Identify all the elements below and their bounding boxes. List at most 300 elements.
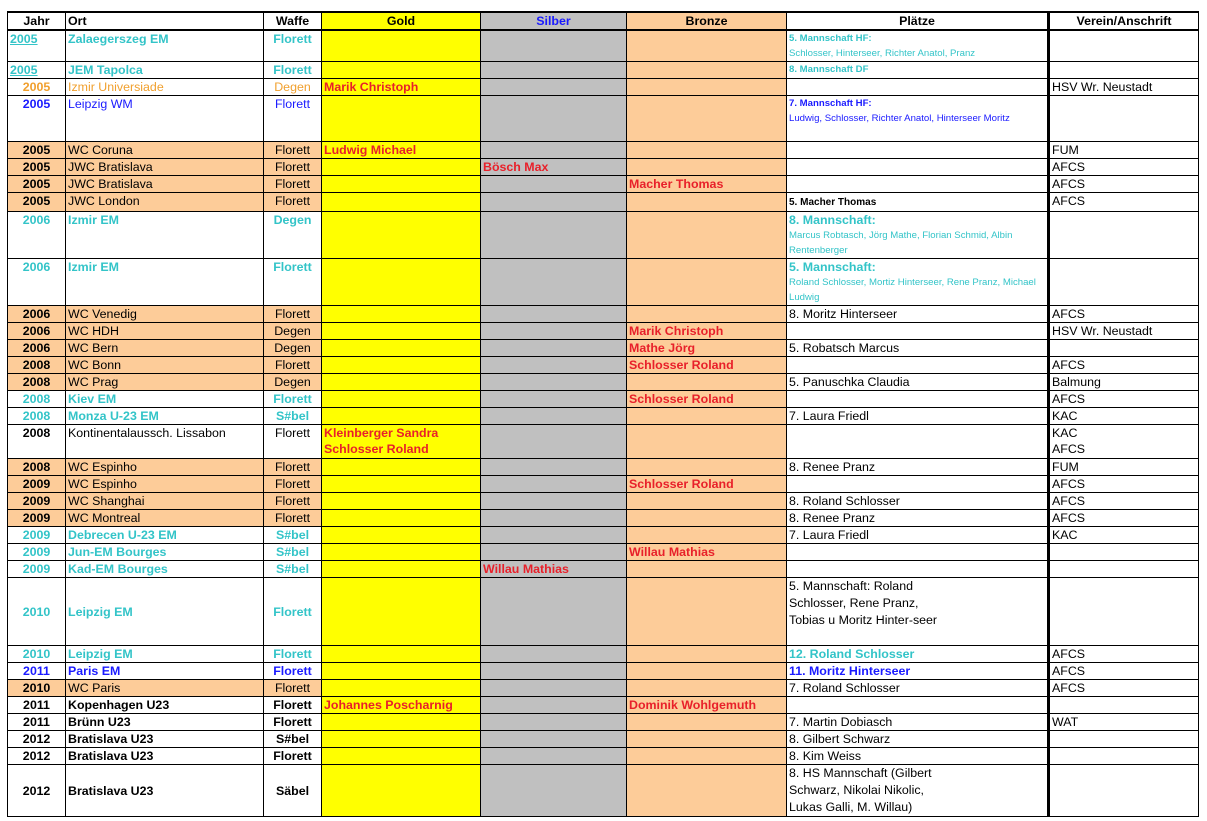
table-row <box>8 425 1199 459</box>
cell-silber <box>481 663 627 680</box>
cell-jahr: 2005 <box>8 142 66 159</box>
table-row <box>8 578 1199 646</box>
plaetze-text: 7. Roland Schlosser <box>789 681 900 695</box>
cell-bronze <box>627 408 787 425</box>
cell-ort: Izmir EM <box>66 259 264 306</box>
cell-silber <box>481 306 627 323</box>
cell-gold: Johannes Poscharnig <box>322 697 481 714</box>
cell-bronze <box>627 748 787 765</box>
cell-gold <box>322 544 481 561</box>
cell-ort: Kiev EM <box>66 391 264 408</box>
cell-verein: KAC <box>1049 527 1199 544</box>
cell-ort: WC Coruna <box>66 142 264 159</box>
cell-plaetze <box>787 96 1049 142</box>
cell-plaetze <box>787 357 1049 374</box>
cell-ort: Kontinentalaussch. Lissabon <box>66 425 264 459</box>
table-row <box>8 544 1199 561</box>
cell-bronze <box>627 30 787 62</box>
cell-verein <box>1049 578 1199 646</box>
cell-silber: Willau Mathias <box>481 561 627 578</box>
table-row <box>8 306 1199 323</box>
cell-gold <box>322 212 481 259</box>
cell-gold <box>322 680 481 697</box>
cell-jahr: 2009 <box>8 544 66 561</box>
cell-jahr: 2011 <box>8 714 66 731</box>
cell-ort: Izmir Universiade <box>66 79 264 96</box>
cell-gold <box>322 408 481 425</box>
cell-verein: KAC AFCS <box>1049 425 1199 459</box>
plaetze-heading: 5. Mannschaft: <box>789 260 876 274</box>
cell-gold: Kleinberger Sandra Schlosser Roland <box>322 425 481 459</box>
cell-plaetze <box>787 493 1049 510</box>
cell-ort: Izmir EM <box>66 212 264 259</box>
cell-silber <box>481 680 627 697</box>
cell-waffe: S#bel <box>264 544 322 561</box>
cell-gold <box>322 374 481 391</box>
plaetze-text: 8. Renee Pranz <box>789 460 876 474</box>
cell-jahr: 2012 <box>8 731 66 748</box>
cell-waffe: Florett <box>264 259 322 306</box>
cell-verein: FUM <box>1049 459 1199 476</box>
cell-bronze <box>627 193 787 212</box>
cell-bronze: Schlosser Roland <box>627 357 787 374</box>
results-table <box>7 11 1199 817</box>
cell-ort: Leipzig EM <box>66 578 264 646</box>
cell-jahr: 2010 <box>8 680 66 697</box>
table-row <box>8 391 1199 408</box>
cell-gold: Ludwig Michael <box>322 142 481 159</box>
cell-ort: JWC Bratislava <box>66 176 264 193</box>
cell-waffe: S#bel <box>264 731 322 748</box>
cell-gold <box>322 510 481 527</box>
cell-silber <box>481 476 627 493</box>
table-row <box>8 748 1199 765</box>
cell-waffe: Florett <box>264 62 322 79</box>
cell-waffe: Säbel <box>264 765 322 817</box>
cell-silber <box>481 142 627 159</box>
table-row <box>8 459 1199 476</box>
cell-silber <box>481 176 627 193</box>
cell-verein <box>1049 731 1199 748</box>
cell-jahr: 2005 <box>8 159 66 176</box>
table-row <box>8 96 1199 142</box>
cell-verein: AFCS <box>1049 391 1199 408</box>
table-row <box>8 176 1199 193</box>
cell-gold <box>322 159 481 176</box>
cell-ort: JWC London <box>66 193 264 212</box>
cell-waffe: Florett <box>264 193 322 212</box>
cell-ort: Jun-EM Bourges <box>66 544 264 561</box>
cell-silber <box>481 96 627 142</box>
table-row <box>8 340 1199 357</box>
cell-silber <box>481 527 627 544</box>
header-ort: Ort <box>66 12 264 30</box>
cell-verein: FUM <box>1049 142 1199 159</box>
cell-verein: AFCS <box>1049 476 1199 493</box>
plaetze-text: 12. Roland Schlosser <box>789 647 915 661</box>
cell-gold <box>322 96 481 142</box>
cell-ort: Paris EM <box>66 663 264 680</box>
cell-waffe: Florett <box>264 493 322 510</box>
cell-bronze <box>627 306 787 323</box>
cell-ort: WC Bern <box>66 340 264 357</box>
cell-waffe: Florett <box>264 459 322 476</box>
cell-verein: HSV Wr. Neustadt <box>1049 79 1199 96</box>
cell-ort: WC Venedig <box>66 306 264 323</box>
cell-gold <box>322 306 481 323</box>
cell-bronze <box>627 510 787 527</box>
cell-jahr: 2012 <box>8 748 66 765</box>
year-link[interactable]: 2005 <box>10 63 38 77</box>
cell-waffe: Degen <box>264 340 322 357</box>
cell-ort: Zalaegerszeg EM <box>66 30 264 62</box>
table-row <box>8 510 1199 527</box>
table-row <box>8 527 1199 544</box>
cell-verein <box>1049 259 1199 306</box>
cell-plaetze <box>787 425 1049 459</box>
plaetze-detail: Roland Schlosser, Mortiz Hinterseer, Rene Pranz, Michael Ludwig <box>789 277 1036 303</box>
cell-gold <box>322 62 481 79</box>
plaetze-text: 8. Roland Schlosser <box>789 494 900 508</box>
cell-gold <box>322 663 481 680</box>
cell-jahr: 2008 <box>8 391 66 408</box>
cell-jahr: 2006 <box>8 340 66 357</box>
cell-plaetze <box>787 323 1049 340</box>
cell-verein <box>1049 748 1199 765</box>
table-row <box>8 646 1199 663</box>
cell-verein <box>1049 561 1199 578</box>
cell-plaetze <box>787 663 1049 680</box>
cell-verein <box>1049 697 1199 714</box>
cell-waffe: Florett <box>264 748 322 765</box>
cell-jahr: 2008 <box>8 374 66 391</box>
cell-bronze <box>627 259 787 306</box>
cell-gold <box>322 646 481 663</box>
cell-bronze: Willau Mathias <box>627 544 787 561</box>
cell-gold <box>322 714 481 731</box>
cell-gold <box>322 323 481 340</box>
results-body <box>8 30 1199 817</box>
cell-gold <box>322 459 481 476</box>
cell-gold <box>322 493 481 510</box>
cell-ort: Bratislava U23 <box>66 731 264 748</box>
cell-gold <box>322 193 481 212</box>
cell-verein: AFCS <box>1049 510 1199 527</box>
cell-bronze <box>627 142 787 159</box>
cell-gold <box>322 340 481 357</box>
cell-jahr: 2005 <box>8 79 66 96</box>
cell-bronze <box>627 159 787 176</box>
table-row <box>8 79 1199 96</box>
cell-silber <box>481 391 627 408</box>
header-row <box>8 12 1199 30</box>
cell-jahr: 2008 <box>8 459 66 476</box>
cell-jahr: 2010 <box>8 646 66 663</box>
cell-silber <box>481 697 627 714</box>
cell-bronze <box>627 578 787 646</box>
plaetze-text: 5. Robatsch Marcus <box>789 341 900 355</box>
cell-verein <box>1049 96 1199 142</box>
plaetze-text: 5. Mannschaft: Roland Schlosser, Rene Pranz, Tobias u Moritz Hinter-seer <box>789 579 938 627</box>
table-row <box>8 697 1199 714</box>
cell-bronze <box>627 374 787 391</box>
cell-jahr: 2009 <box>8 493 66 510</box>
cell-plaetze <box>787 79 1049 96</box>
cell-silber <box>481 30 627 62</box>
cell-bronze: Schlosser Roland <box>627 391 787 408</box>
cell-plaetze <box>787 646 1049 663</box>
cell-bronze <box>627 96 787 142</box>
cell-plaetze <box>787 374 1049 391</box>
cell-silber <box>481 714 627 731</box>
cell-waffe: Degen <box>264 212 322 259</box>
cell-waffe: Florett <box>264 680 322 697</box>
table-row <box>8 493 1199 510</box>
table-row <box>8 731 1199 748</box>
cell-gold: Marik Christoph <box>322 79 481 96</box>
cell-plaetze <box>787 748 1049 765</box>
cell-plaetze <box>787 561 1049 578</box>
cell-jahr: 2005 <box>8 176 66 193</box>
table-row <box>8 663 1199 680</box>
cell-plaetze <box>787 697 1049 714</box>
plaetze-text: 7. Laura Friedl <box>789 409 869 423</box>
table-row <box>8 159 1199 176</box>
cell-waffe: Florett <box>264 476 322 493</box>
plaetze-text: 5. Panuschka Claudia <box>789 375 910 389</box>
cell-jahr: 2006 <box>8 259 66 306</box>
cell-verein <box>1049 340 1199 357</box>
cell-ort: Leipzig EM <box>66 646 264 663</box>
cell-silber <box>481 425 627 459</box>
cell-bronze: Dominik Wohlgemuth <box>627 697 787 714</box>
table-row <box>8 714 1199 731</box>
cell-plaetze <box>787 259 1049 306</box>
year-link[interactable]: 2005 <box>10 32 38 46</box>
cell-silber <box>481 748 627 765</box>
cell-bronze <box>627 62 787 79</box>
cell-plaetze <box>787 408 1049 425</box>
cell-waffe: Degen <box>264 374 322 391</box>
cell-silber <box>481 340 627 357</box>
plaetze-heading: 7. Mannschaft HF: <box>789 98 872 109</box>
cell-verein: AFCS <box>1049 306 1199 323</box>
cell-bronze <box>627 79 787 96</box>
cell-jahr: 2008 <box>8 408 66 425</box>
cell-silber <box>481 493 627 510</box>
cell-gold <box>322 731 481 748</box>
table-row <box>8 374 1199 391</box>
cell-gold <box>322 30 481 62</box>
table-row <box>8 408 1199 425</box>
cell-gold <box>322 561 481 578</box>
table-row <box>8 680 1199 697</box>
cell-silber <box>481 212 627 259</box>
cell-ort: WC Espinho <box>66 476 264 493</box>
cell-waffe: Florett <box>264 96 322 142</box>
header-waffe: Waffe <box>264 12 322 30</box>
cell-plaetze <box>787 306 1049 323</box>
cell-silber <box>481 259 627 306</box>
cell-ort: Bratislava U23 <box>66 765 264 817</box>
cell-ort: Leipzig WM <box>66 96 264 142</box>
cell-plaetze <box>787 578 1049 646</box>
cell-gold <box>322 176 481 193</box>
cell-plaetze <box>787 212 1049 259</box>
cell-bronze <box>627 459 787 476</box>
cell-ort: WC Bonn <box>66 357 264 374</box>
cell-verein: AFCS <box>1049 176 1199 193</box>
cell-waffe: Florett <box>264 663 322 680</box>
cell-verein <box>1049 765 1199 817</box>
plaetze-text: 8. Moritz Hinterseer <box>789 307 898 321</box>
cell-silber <box>481 357 627 374</box>
cell-silber <box>481 459 627 476</box>
cell-bronze <box>627 765 787 817</box>
cell-verein: AFCS <box>1049 680 1199 697</box>
cell-waffe: Florett <box>264 30 322 62</box>
cell-bronze <box>627 663 787 680</box>
cell-plaetze <box>787 62 1049 79</box>
cell-ort: WC Shanghai <box>66 493 264 510</box>
plaetze-detail: Marcus Robtasch, Jörg Mathe, Florian Schmid, Albin Rentenberger <box>789 230 1013 256</box>
cell-plaetze <box>787 476 1049 493</box>
cell-ort: Kad-EM Bourges <box>66 561 264 578</box>
cell-jahr: 2009 <box>8 476 66 493</box>
table-row <box>8 212 1199 259</box>
cell-jahr: 2005 <box>8 193 66 212</box>
cell-silber <box>481 544 627 561</box>
plaetze-detail: Ludwig, Schlosser, Richter Anatol, Hinterseer Moritz <box>789 113 1010 124</box>
cell-silber <box>481 374 627 391</box>
cell-waffe: Florett <box>264 697 322 714</box>
cell-jahr: 2006 <box>8 212 66 259</box>
cell-waffe: Florett <box>264 578 322 646</box>
cell-plaetze <box>787 544 1049 561</box>
cell-bronze <box>627 731 787 748</box>
cell-waffe: S#bel <box>264 527 322 544</box>
cell-waffe: Florett <box>264 425 322 459</box>
cell-verein: AFCS <box>1049 193 1199 212</box>
plaetze-text: 8. Kim Weiss <box>789 749 862 763</box>
cell-verein <box>1049 212 1199 259</box>
plaetze-detail: Schlosser, Hinterseer, Richter Anatol, Pranz <box>789 48 976 59</box>
cell-jahr: 2010 <box>8 578 66 646</box>
cell-jahr <box>8 62 66 79</box>
cell-verein: KAC <box>1049 408 1199 425</box>
header-verein: Verein/Anschrift <box>1049 12 1199 30</box>
cell-waffe: S#bel <box>264 561 322 578</box>
plaetze-text: 8. HS Mannschaft (Gilbert Schwarz, Nikolai Nikolic, Lukas Galli, M. Willau) <box>789 766 932 814</box>
cell-bronze <box>627 527 787 544</box>
cell-verein: Balmung <box>1049 374 1199 391</box>
cell-silber <box>481 510 627 527</box>
cell-jahr: 2012 <box>8 765 66 817</box>
cell-verein: AFCS <box>1049 646 1199 663</box>
cell-gold <box>322 578 481 646</box>
cell-jahr: 2006 <box>8 323 66 340</box>
table-row <box>8 142 1199 159</box>
cell-verein <box>1049 544 1199 561</box>
cell-waffe: Florett <box>264 714 322 731</box>
cell-plaetze <box>787 340 1049 357</box>
cell-waffe: Florett <box>264 176 322 193</box>
cell-ort: WC Prag <box>66 374 264 391</box>
cell-plaetze <box>787 142 1049 159</box>
cell-bronze <box>627 493 787 510</box>
cell-silber: Bösch Max <box>481 159 627 176</box>
table-row <box>8 30 1199 62</box>
header-gold: Gold <box>322 12 481 30</box>
cell-plaetze <box>787 510 1049 527</box>
cell-ort: JEM Tapolca <box>66 62 264 79</box>
cell-ort: WC Montreal <box>66 510 264 527</box>
plaetze-text: 7. Laura Friedl <box>789 528 869 542</box>
cell-ort: Monza U-23 EM <box>66 408 264 425</box>
cell-gold <box>322 527 481 544</box>
cell-jahr: 2009 <box>8 561 66 578</box>
cell-jahr: 2008 <box>8 425 66 459</box>
plaetze-text: 7. Martin Dobiasch <box>789 715 893 729</box>
plaetze-heading: 8. Mannschaft DF <box>789 64 869 75</box>
table-row <box>8 765 1199 817</box>
cell-verein: AFCS <box>1049 357 1199 374</box>
cell-jahr: 2011 <box>8 663 66 680</box>
plaetze-heading: 5. Mannschaft HF: <box>789 33 872 44</box>
header-silber: Silber <box>481 12 627 30</box>
cell-gold <box>322 765 481 817</box>
cell-bronze <box>627 425 787 459</box>
cell-bronze <box>627 561 787 578</box>
cell-waffe: Florett <box>264 306 322 323</box>
cell-plaetze <box>787 765 1049 817</box>
plaetze-heading: 8. Mannschaft: <box>789 213 876 227</box>
cell-jahr: 2011 <box>8 697 66 714</box>
cell-bronze: Schlosser Roland <box>627 476 787 493</box>
cell-ort: Brünn U23 <box>66 714 264 731</box>
cell-plaetze <box>787 527 1049 544</box>
cell-verein: AFCS <box>1049 663 1199 680</box>
cell-silber <box>481 731 627 748</box>
plaetze-text: 11. Moritz Hinterseer <box>789 664 911 678</box>
header-jahr: Jahr <box>8 12 66 30</box>
cell-ort: WC Paris <box>66 680 264 697</box>
cell-waffe: S#bel <box>264 408 322 425</box>
table-row <box>8 259 1199 306</box>
cell-jahr: 2005 <box>8 96 66 142</box>
cell-silber <box>481 765 627 817</box>
cell-ort: JWC Bratislava <box>66 159 264 176</box>
cell-silber <box>481 408 627 425</box>
cell-bronze <box>627 212 787 259</box>
plaetze-text: 8. Renee Pranz <box>789 511 876 525</box>
cell-plaetze <box>787 159 1049 176</box>
cell-plaetze <box>787 30 1049 62</box>
cell-gold <box>322 391 481 408</box>
cell-jahr: 2009 <box>8 510 66 527</box>
cell-ort: WC HDH <box>66 323 264 340</box>
cell-plaetze <box>787 714 1049 731</box>
cell-plaetze <box>787 459 1049 476</box>
cell-verein <box>1049 30 1199 62</box>
plaetze-text: 5. Macher Thomas <box>789 197 877 208</box>
cell-bronze: Marik Christoph <box>627 323 787 340</box>
header-plaetze: Plätze <box>787 12 1049 30</box>
table-row <box>8 193 1199 212</box>
plaetze-text: 8. Gilbert Schwarz <box>789 732 891 746</box>
cell-gold <box>322 259 481 306</box>
cell-verein: AFCS <box>1049 159 1199 176</box>
